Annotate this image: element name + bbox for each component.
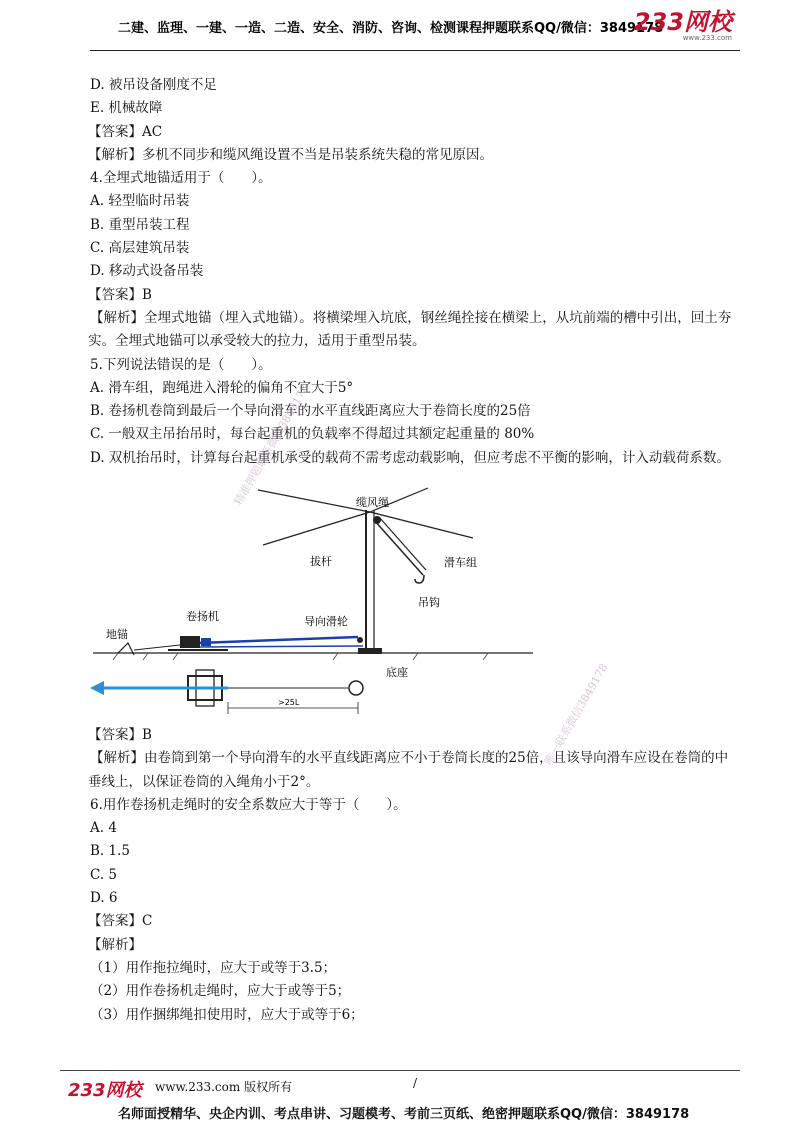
document-body-2 — [88, 724, 738, 1027]
q5-option-c: C. 一般双主吊抬吊时，每台起重机的负载率不得超过其额定起重量的 80% — [90, 426, 535, 443]
footer-brand-logo: 233网校 — [68, 1080, 142, 1101]
label-ground-anchor: 地锚 — [106, 628, 128, 641]
q6-analysis-title: 【解析】 — [88, 936, 142, 953]
question-5: 5.下列说法错误的是（ ）。 — [90, 356, 272, 373]
label-winch: 卷扬机 — [186, 610, 219, 623]
option-d: D. 被吊设备刚度不足 — [90, 77, 217, 93]
q6-option-c: C. 5 — [90, 866, 118, 883]
q6-analysis-item: （3）用作捆绑绳扣使用时，应大于或等于6； — [90, 1006, 364, 1023]
q6-option-a: A. 4 — [90, 820, 117, 837]
q5-option-b: B. 卷扬机卷筒到最后一个导向滑车的水平直线距离应大于卷筒长度的25倍 — [90, 403, 531, 420]
label-hook: 吊钩 — [418, 596, 440, 609]
q4-option-c: C. 高层建筑吊装 — [90, 240, 190, 257]
q5-option-d: D. 双机抬吊时，计算每台起重机承受的载荷不需考虑动载影响，但应考虑不平衡的影响，计入动载荷系数。 — [90, 449, 730, 466]
q4-answer: 【答案】B — [88, 286, 152, 303]
q6-answer: 【答案】C — [88, 913, 153, 930]
q6-option-b: B. 1.5 — [90, 843, 130, 860]
label-pulley-block: 滑车组 — [444, 556, 477, 569]
footer-copyright: www.233.com 版权所有 — [155, 1080, 293, 1094]
hoisting-diagram — [88, 480, 538, 720]
question-4: 4.全埋式地锚适用于（ ）。 — [90, 170, 272, 187]
label-guy-rope: 缆风绳 — [356, 496, 389, 509]
document-body — [88, 74, 738, 470]
footer-promo: 名师面授精华、央企内训、考点串讲、习题模考、考前三页纸、绝密押题联系QQ/微信：3849178 — [118, 1107, 690, 1122]
answer: 【答案】AC — [88, 123, 163, 140]
header-promo: 二建、监理、一建、一造、二造、安全、消防、咨询、检测课程押题联系QQ/微信：3849178 — [118, 21, 664, 36]
q6-analysis-item: （2）用作卷扬机走绳时，应大于或等于5； — [90, 983, 351, 1000]
q4-option-a: A. 轻型临时吊装 — [90, 193, 190, 210]
option-e: E. 机械故障 — [90, 100, 163, 117]
q5-answer: 【答案】B — [88, 727, 152, 743]
question-6: 6.用作卷扬机走绳时的安全系数应大于等于（ ）。 — [90, 796, 407, 813]
q4-analysis: 【解析】全埋式地锚（埋入式地锚）。将横梁埋入坑底，钢丝绳拴接在横梁上，从坑前端的槽中引出，回土夯实。全埋式地锚可以承受较大的拉力，适用于重型吊装。 — [88, 309, 732, 350]
q6-option-d: D. 6 — [90, 890, 118, 907]
header-divider — [90, 50, 740, 51]
page-header — [0, 0, 800, 60]
q6-analysis-item: （1）用作拖拉绳时，应大于或等于3.5； — [90, 959, 337, 976]
label-mast: 拔杆 — [310, 555, 332, 568]
footer-page-separator: / — [413, 1076, 418, 1090]
brand-logo: 233网校 www.233.com — [633, 8, 732, 42]
footer-divider — [60, 1070, 740, 1071]
q5-analysis: 【解析】由卷筒到第一个导向滑车的水平直线距离应不小于卷筒长度的25倍，且该导向滑车应设在卷筒的中垂线上，以保证卷筒的入绳角小于2°。 — [88, 750, 729, 790]
label-distance: >25L — [278, 698, 300, 707]
q4-option-b: B. 重型吊装工程 — [90, 216, 190, 233]
watermark: 唯一联系微信3849178 — [541, 661, 611, 768]
label-base: 底座 — [386, 666, 408, 679]
q4-option-d: D. 移动式设备吊装 — [90, 263, 204, 280]
analysis: 【解析】多机不同步和缆风绳设置不当是吊装系统失稳的常见原因。 — [88, 146, 493, 163]
q5-option-a: A. 滑车组，跑绳进入滑轮的偏角不宜大于5° — [90, 379, 354, 396]
watermark: 精准押题联系微信3849178 — [231, 382, 312, 508]
label-guide-pulley: 导向滑轮 — [304, 615, 348, 628]
